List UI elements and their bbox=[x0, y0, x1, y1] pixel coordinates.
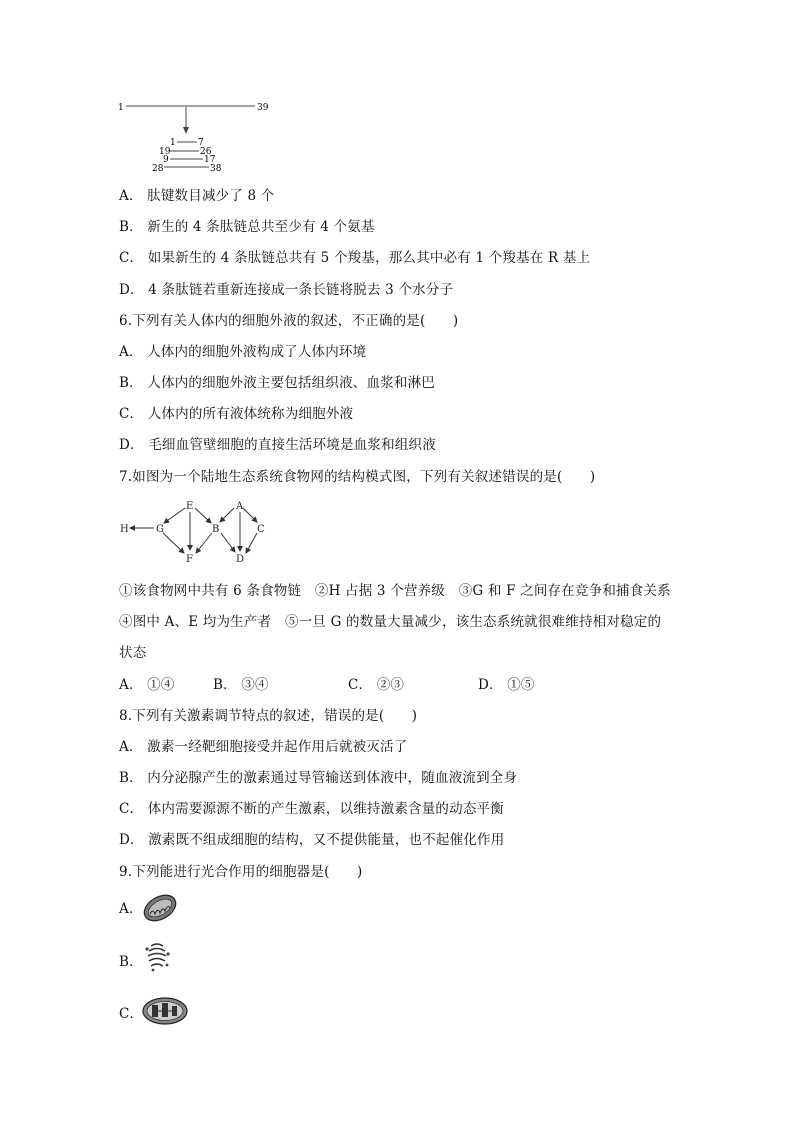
q7-stem: 7.如图为一个陆地生态系统食物网的结构模式图，下列有关叙述错误的是( ) bbox=[119, 469, 596, 485]
chloroplast-icon bbox=[140, 995, 190, 1027]
peptide-diagram bbox=[115, 96, 275, 178]
q8-option-a: A． 激素一经靶细胞接受并起作用后就被灭活了 bbox=[119, 739, 408, 755]
peptide-start-label: 1 bbox=[118, 103, 124, 113]
q7-option-c: C． ②③ bbox=[348, 677, 405, 693]
q9-option-b: B． bbox=[119, 954, 143, 970]
q8-option-c: C． 体内需要源源不断的产生激素，以维持激素含量的动态平衡 bbox=[119, 801, 504, 817]
fragment2-left: 19 bbox=[159, 147, 171, 157]
fragment2-right: 26 bbox=[200, 147, 212, 157]
fragment4-right: 38 bbox=[210, 164, 222, 174]
q5-option-b: B． 新生的 4 条肽链总共至少有 4 个氨基 bbox=[119, 219, 375, 235]
fragment1-right: 7 bbox=[198, 138, 204, 148]
fragment3-left: 9 bbox=[163, 155, 169, 165]
q5-option-a: A． 肽键数目减少了 8 个 bbox=[119, 188, 275, 204]
q9-stem: 9.下列能进行光合作用的细胞器是( ) bbox=[119, 864, 363, 880]
food-web-diagram bbox=[118, 497, 278, 567]
golgi-icon bbox=[143, 940, 173, 974]
q6-option-c: C． 人体内的所有液体统称为细胞外液 bbox=[119, 406, 354, 422]
node-a: A bbox=[236, 501, 244, 512]
node-e: E bbox=[186, 501, 194, 512]
node-c: C bbox=[257, 524, 265, 535]
q6-option-a: A． 人体内的细胞外液构成了人体内环境 bbox=[119, 344, 367, 360]
q5-option-d: D． 4 条肽链若重新连接成一条长链将脱去 3 个水分子 bbox=[119, 282, 454, 298]
node-d: D bbox=[236, 554, 245, 565]
q6-option-d: D． 毛细血管壁细胞的直接生活环境是血浆和组织液 bbox=[119, 437, 436, 453]
q7-statements-line1: ①该食物网中共有 6 条食物链 ②H 占据 3 个营养级 ③G 和 F 之间存在竞争和捕食关系 bbox=[119, 583, 671, 599]
q6-stem: 6.下列有关人体内的细胞外液的叙述，不正确的是( ) bbox=[119, 313, 459, 329]
q6-option-b: B． 人体内的细胞外液主要包括组织液、血浆和淋巴 bbox=[119, 375, 436, 391]
fragment3-right: 17 bbox=[204, 155, 216, 165]
peptide-end-label: 39 bbox=[257, 103, 269, 113]
q7-statements-line3: 状态 bbox=[119, 645, 147, 661]
node-b: B bbox=[212, 524, 220, 535]
node-h: H bbox=[120, 524, 129, 535]
q5-option-c: C． 如果新生的 4 条肽链总共有 5 个羧基，那么其中必有 1 个羧基在 R 基上 bbox=[119, 250, 591, 266]
q8-option-d: D． 激素既不组成细胞的结构，又不提供能量，也不起催化作用 bbox=[119, 832, 505, 848]
q7-option-b: B． ③④ bbox=[213, 677, 269, 693]
node-f: F bbox=[186, 554, 193, 565]
q7-statements-line2: ④图中 A、E 均为生产者 ⑤一旦 G 的数量大量减少，该生态系统就很难维持相对稳定的 bbox=[119, 614, 662, 630]
q7-option-a: A． ①④ bbox=[119, 677, 175, 693]
q7-option-d: D． ①⑤ bbox=[478, 677, 535, 693]
q8-stem: 8.下列有关激素调节特点的叙述，错误的是( ) bbox=[119, 708, 418, 724]
q8-option-b: B． 内分泌腺产生的激素通过导管输送到体液中，随血液流到全身 bbox=[119, 770, 518, 786]
q9-option-c: C． bbox=[119, 1006, 144, 1022]
mitochondrion-icon bbox=[140, 890, 182, 926]
fragment4-left: 28 bbox=[152, 164, 164, 174]
q9-option-a: A． bbox=[119, 901, 143, 917]
node-g: G bbox=[156, 524, 164, 535]
fragment1-left: 1 bbox=[170, 138, 176, 148]
